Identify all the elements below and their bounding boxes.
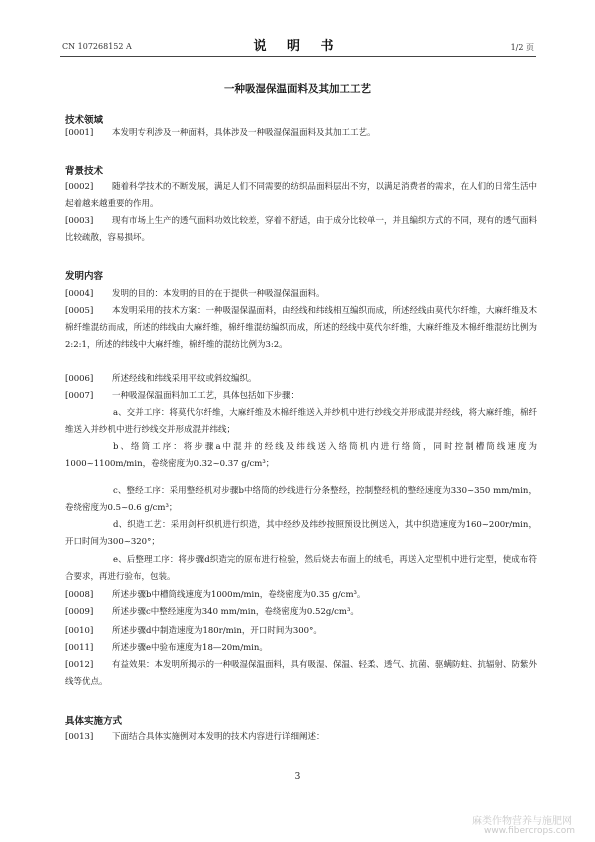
section-heading-embodiment: 具体实施方式 xyxy=(65,716,123,727)
paragraph-number: [0013] xyxy=(65,732,94,742)
section-heading-content: 发明内容 xyxy=(65,271,104,282)
paragraph-number: [0004] xyxy=(65,289,94,299)
paragraph-0005 xyxy=(65,303,537,354)
paragraph-0011 xyxy=(65,640,537,657)
paragraph-0012 xyxy=(65,657,537,691)
paragraph-0007 xyxy=(65,388,537,405)
paragraph-number: [0008] xyxy=(65,590,94,600)
patent-number: CN 107268152 A xyxy=(62,42,132,51)
document-type: 说 明 书 xyxy=(253,39,342,54)
paragraph-text: 所述步骤b中槽筒线速度为1000m/min，卷绕密度为0.35 g/cm³。 xyxy=(112,590,366,600)
step-text: a、交并工序：将莫代尔纤维，大麻纤维及木棉纤维送入并纱机中进行纱线交并形成混并经线，将大麻纤维，棉纤维送入并纱机中进行纱线交并形成混并纬线； xyxy=(65,408,537,435)
paragraph-text: 所述步骤e中验布速度为18—20m/min。 xyxy=(112,643,268,653)
paragraph-text: 下面结合具体实施例对本发明的技术内容进行详细阐述： xyxy=(112,732,325,742)
header-divider xyxy=(60,56,536,57)
watermark-text: 麻类作物营养与施肥网 xyxy=(472,816,572,827)
paragraph-number: [0002] xyxy=(65,182,94,192)
step-d xyxy=(65,517,537,551)
step-b xyxy=(65,439,537,473)
step-a xyxy=(65,405,537,439)
paragraph-0009 xyxy=(65,604,537,621)
step-text: d、织造工艺：采用剑杆织机进行织造，其中经纱及纬纱按照预设比例送入，其中织造速度为160~200r/min，开口时间为300~320°； xyxy=(65,520,537,547)
paragraph-number: [0011] xyxy=(65,643,94,653)
paragraph-text: 一种吸湿保温面料加工工艺，具体包括如下步骤： xyxy=(112,391,300,401)
step-text: c、整经工序：采用整经机对步骤b中络筒的纱线进行分条整经，控制整经机的整经速度为330~350 mm/min，卷绕密度为0.5~0.6 g/cm³； xyxy=(65,486,537,513)
section-heading-tech-field: 技术领域 xyxy=(65,115,104,126)
step-e xyxy=(65,552,537,586)
paragraph-0001 xyxy=(65,125,537,142)
document-title: 一种吸湿保温面料及其加工工艺 xyxy=(224,83,371,95)
paragraph-0008 xyxy=(65,587,537,604)
paragraph-text: 随着科学技术的不断发展，满足人们不同需要的纺织品面料层出不穷，以满足消费者的需求，在人们的日常生活中起着越来越重要的作用。 xyxy=(65,182,538,209)
page-number: 3 xyxy=(294,772,301,782)
page-indicator: 1/2 页 xyxy=(510,43,534,52)
paragraph-number: [0006] xyxy=(65,374,94,384)
paragraph-0004 xyxy=(65,286,537,303)
paragraph-text: 所述经线和纬线采用平纹或斜纹编织。 xyxy=(112,374,257,384)
paragraph-text: 发明的目的：本发明的目的在于提供一种吸湿保温面料。 xyxy=(112,289,325,299)
paragraph-text: 本发明专利涉及一种面料，具体涉及一种吸湿保温面料及其加工工艺。 xyxy=(112,128,376,138)
paragraph-number: [0001] xyxy=(65,128,94,138)
paragraph-text: 所述步骤c中整经速度为340 mm/min，卷绕密度为0.52g/cm³。 xyxy=(112,607,359,617)
paragraph-number: [0012] xyxy=(65,660,94,670)
paragraph-number: [0009] xyxy=(65,607,94,617)
paragraph-number: [0007] xyxy=(65,391,94,401)
paragraph-0010 xyxy=(65,623,537,640)
paragraph-text: 所述步骤d中制造速度为180r/min，开口时间为300°。 xyxy=(112,626,322,636)
paragraph-0006 xyxy=(65,371,537,388)
step-text: e、后整理工序：将步骤d织造完的原布进行检验，然后烧去布面上的绒毛，再送入定型机中进行定型，使成布符合要求，再进行验布，包装。 xyxy=(65,555,537,582)
paragraph-0013 xyxy=(65,729,537,746)
section-heading-background: 背景技术 xyxy=(65,166,104,177)
paragraph-number: [0005] xyxy=(65,306,94,316)
paragraph-number: [0010] xyxy=(65,626,94,636)
paragraph-text: 现有市场上生产的透气面料功效比较差，穿着不舒适，由于成分比较单一，并且编织方式的不同，现有的透气面料比较疏散，容易损坏。 xyxy=(65,216,538,243)
paragraph-0003 xyxy=(65,213,537,247)
paragraph-text: 本发明采用的技术方案：一种吸湿保温面料，由经线和纬线相互编织而成，所述经线由莫代尔纤维，大麻纤维及木棉纤维混纺而成，所述的纬线由大麻纤维，棉纤维混纺编织而成，所述的经线中莫代尔纤维，大麻纤维及木棉纤维混纺比例为2:2:1，所述的纬线中大麻纤维，棉纤维的混纺比例为3:2。 xyxy=(65,306,538,350)
watermark-url: www.fibercrops.com xyxy=(484,826,575,836)
paragraph-text: 有益效果：本发明所揭示的一种吸湿保温面料，具有吸湿、保温、轻柔、透气、抗菌、驱螨防蛀、抗辐射、防紫外线等优点。 xyxy=(65,660,538,687)
paragraph-number: [0003] xyxy=(65,216,94,226)
step-text: b、络筒工序：将步骤a中混并的经线及纬线送入络筒机内进行络筒，同时控制槽筒线速度为1000~1100m/min，卷绕密度为0.32~0.37 g/cm³； xyxy=(65,442,537,469)
step-c xyxy=(65,483,537,517)
paragraph-0002 xyxy=(65,179,537,213)
